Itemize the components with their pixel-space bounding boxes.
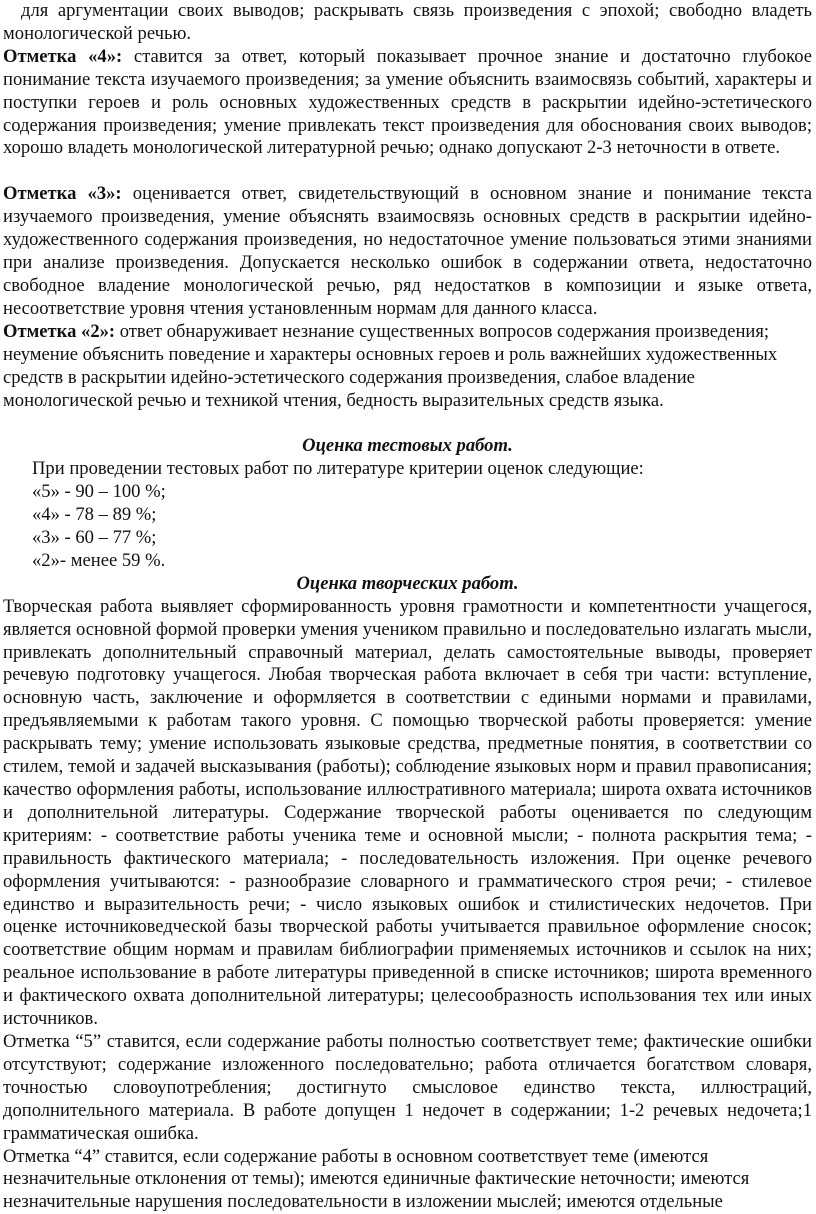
creative-heading: Оценка творческих работ. [3,573,812,596]
tests-item-3: «3» - 60 – 77 %; [3,527,812,550]
mark2-paragraph [3,321,812,413]
mark3-label: Отметка «3»: [3,183,122,204]
tests-heading: Оценка тестовых работ. [3,435,812,458]
spacer [3,412,812,435]
mark2-text: ответ обнаруживает незнание существенных вопросов содержания произведения; неумение объяснить поведение и характеры основных героев и роль важнейших художественных средств в раскрытии идейно-эстетического содержания произведения, слабое владение монологической речью и техникой чтения, бедность выразительных средств языка. [3,321,777,411]
intro-paragraph: для аргументации своих выводов; раскрывать связь произведения с эпохой; свободно владеть монологической речью. [3,0,812,46]
spacer [3,160,812,183]
creative-mark5: Отметка “5” ставится, если содержание работы полностью соответствует теме; фактические ошибки отсутствуют; содержание изложенного последовательно; работа отличается богатством словаря, точностью словоупотребления; достигнуто смысловое единство текста, иллюстраций, дополнительного материала. В работе допущен 1 недочет в содержании; 1-2 речевых недочета;1 грамматическая ошибка. [3,1031,812,1146]
mark3-text: оценивается ответ, свидетельствующий в основном знание и понимание текста изучаемого произведения, умение объяснять взаимосвязь основных средств в раскрытии идейно-художественного содержания произведения, но недостаточное умение пользоваться этими знаниями при анализе произведения. Допускается несколько ошибок в содержании ответа, недостаточно свободное владение монологической речью, ряд недостатков в композиции и языке ответа, несоответствие уровня чтения установленным нормам для данного класса. [3,183,812,319]
tests-item-4: «4» - 78 – 89 %; [3,504,812,527]
tests-item-2: «2»- менее 59 %. [3,550,812,573]
mark4-paragraph [3,46,812,161]
mark2-label: Отметка «2»: [3,321,115,342]
mark4-label: Отметка «4»: [3,46,122,67]
tests-intro: При проведении тестовых работ по литературе критерии оценок следующие: [3,458,812,481]
mark3-paragraph [3,183,812,320]
tests-item-5: «5» - 90 – 100 %; [3,481,812,504]
creative-body: Творческая работа выявляет сформированность уровня грамотности и компетентности учащегося, является основной формой проверки умения учеником правильно и последовательно излагать мысли, привлекать дополнительный справочный материал, делать самостоятельные выводы, проверяет речевую подготовку учащегося. Любая творческая работа включает в себя три части: вступление, основную часть, заключение и оформляется в соответствии с едиными нормами и правилами, предъявляемыми к работам такого уровня. С помощью творческой работы проверяется: умение раскрывать тему; умение использовать языковые средства, предметные понятия, в соответствии со стилем, темой и задачей высказывания (работы); соблюдение языковых норм и правил правописания; качество оформления работы, использование иллюстративного материала; широта охвата источников и дополнительной литературы. Содержание творческой работы оценивается по следующим критериям: - соответствие работы ученика теме и основной мысли; - полнота раскрытия тема; - правильность фактического материала; - последовательность изложения. При оценке речевого оформления учитываются: - разнообразие словарного и грамматического строя речи; - стилевое единство и выразительность речи; - число языковых ошибок и стилистических недочетов. При оценке источниковедческой базы творческой работы учитывается правильное оформление сносок; соответствие общим нормам и правилам библиографии применяемых источников и ссылок на них; реальное использование в работе литературы приведенной в списке источников; широта временного и фактического охвата дополнительной литературы; целесообразность использования тех или иных источников. [3,596,812,1031]
creative-mark4: Отметка “4” ставится, если содержание работы в основном соответствует теме (имеются незначительные отклонения от темы); имеются единичные фактические неточности; имеются незначительные нарушения последовательности в изложении мыслей; имеются отдельные [3,1146,812,1214]
mark4-text: ставится за ответ, который показывает прочное знание и достаточно глубокое понимание текста изучаемого произведения; за умение объяснить взаимосвязь событий, характеры и поступки героев и роль основных художественных средств в раскрытии идейно-эстетического содержания произведения; умение привлекать текст произведения для обоснования своих выводов; хорошо владеть монологической литературной речью; однако допускают 2-3 неточности в ответе. [3,46,812,159]
